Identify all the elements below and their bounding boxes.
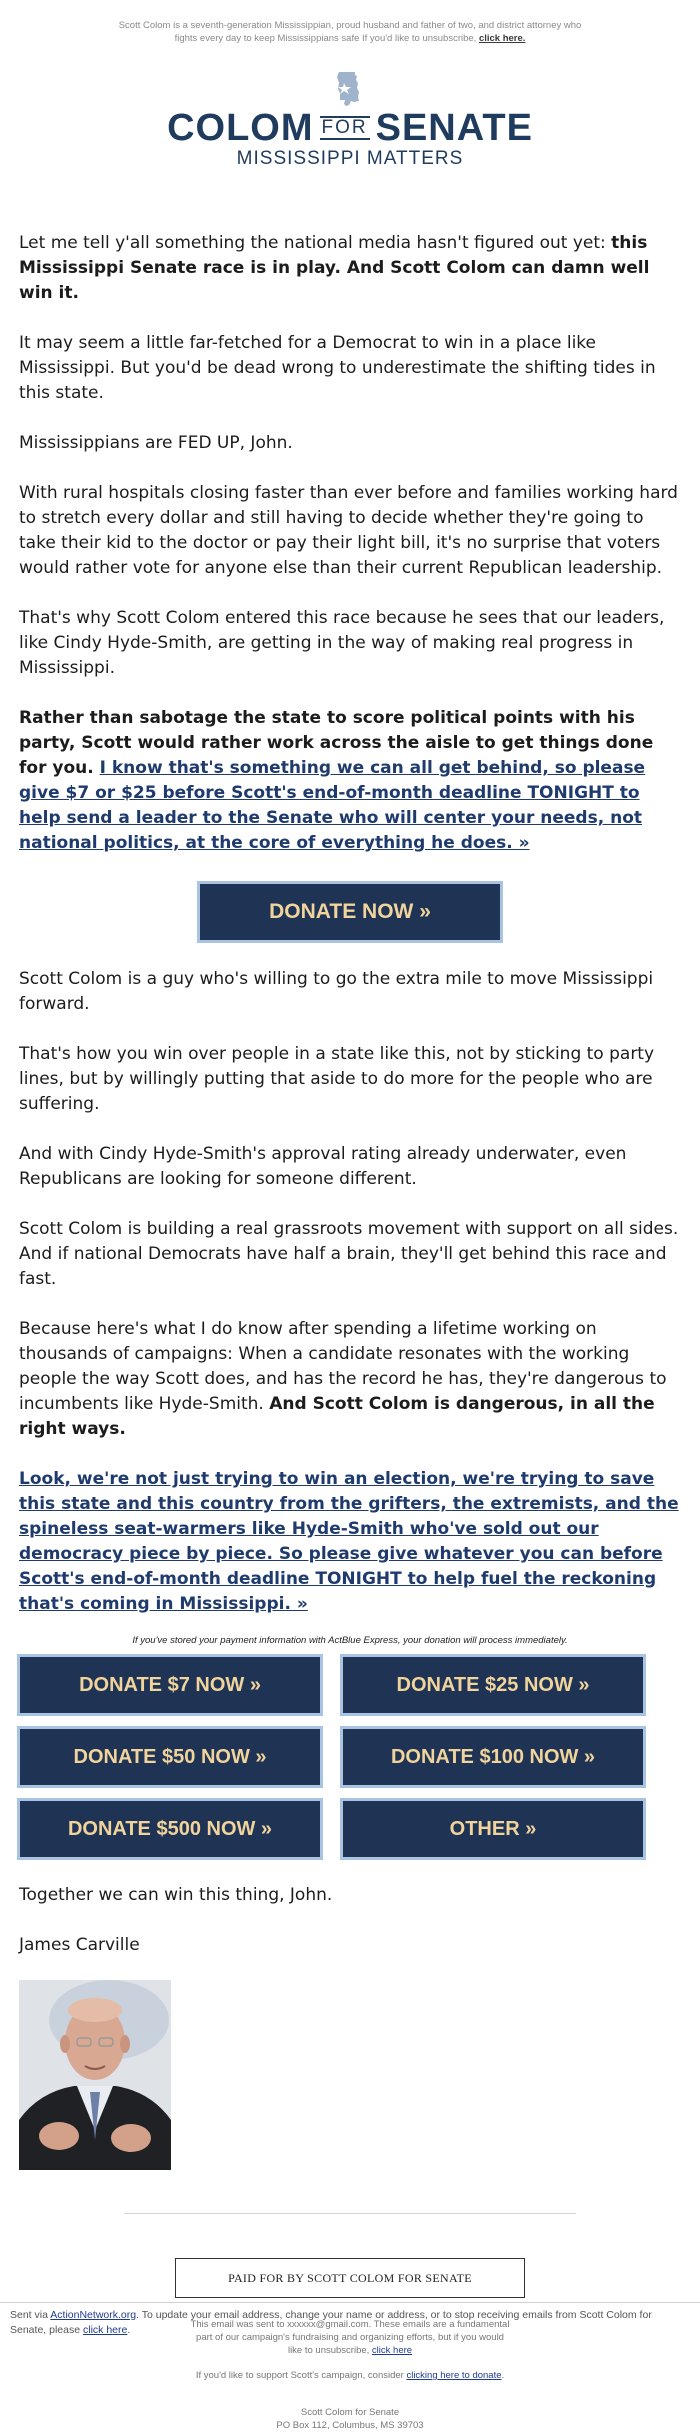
donate-other-button[interactable]: OTHER » <box>340 1798 646 1860</box>
paragraph-11 <box>19 1317 681 1442</box>
closing-line: Together we can win this thing, John. <box>19 1885 333 1905</box>
logo-colom: COLOM <box>167 107 314 149</box>
footer-support-text: If you'd like to support Scott's campaign, consider <box>195 2370 404 2381</box>
footer-donate-link[interactable]: clicking here to donate <box>406 2370 502 2381</box>
footer-support: If you'd like to support Scott's campaign, consider clicking here to donate. <box>195 2370 505 2381</box>
p12-donate-link[interactable]: Look, we're not just trying to win an election, we're trying to save this state and this country from the grifters, the extremists, and the spineless seat-warmers like Hyde-Smith who've sold out our democracy piece by piece. So please give whatever you can before Scott's end-of-month deadline TONIGHT to help fuel the reckoning that's coming in Mississippi. » <box>19 1469 679 1614</box>
signer-portrait-image <box>19 1980 171 2170</box>
paragraph-9: And with Cindy Hyde-Smith's approval rating already underwater, even Republicans are looking for someone different. <box>19 1144 627 1189</box>
paragraph-1 <box>19 231 681 306</box>
paragraph-5: That's why Scott Colom entered this race because he sees that our leaders, like Cindy Hyde-Smith, are getting in the way of making real progress in Mississippi. <box>19 608 665 678</box>
preheader <box>115 0 585 45</box>
donate-7-button[interactable]: DONATE $7 NOW » <box>17 1654 323 1716</box>
sent-via-text: . To update your email address, change your name or address, or to stop receiving emails from Scott Colom for Senate, please <box>10 2309 652 2336</box>
logo-wordmark <box>0 109 700 147</box>
paragraph-10: Scott Colom is building a real grassroots movement with support on all sides. And if national Democrats have half a brain, they'll get behind this race and fast. <box>19 1219 679 1289</box>
p1-bold: this Mississippi Senate race is in play. And Scott Colom can damn well win it. <box>19 233 650 303</box>
preheader-text: Scott Colom is a seventh-generation Mississippian, proud husband and father of two, and district attorney who fights every day to keep Mississippians safe If you'd like to unsubscribe, <box>118 20 582 44</box>
donation-amount-grid <box>0 1654 700 1860</box>
manage-preferences-link[interactable]: click here <box>82 2324 128 2336</box>
p6-donate-link[interactable]: I know that's something we can all get behind, so please give $7 or $25 before Scott's end-of-month deadline TONIGHT to help send a leader to the Senate who will center your needs, not national politics, at the core of everything he does. » <box>19 758 646 853</box>
donate-50-button[interactable]: DONATE $50 NOW » <box>17 1726 323 1788</box>
paragraph-12 <box>19 1467 681 1617</box>
logo-for: FOR <box>321 117 368 138</box>
paragraph-2: It may seem a little far-fetched for a Democrat to win in a place like Mississippi. But you'd be dead wrong to underestimate the shifting tides in this state. <box>19 333 656 403</box>
paragraph-8: That's how you win over people in a state like this, not by sticking to party lines, but by willingly putting that aside to do more for the people who are suffering. <box>19 1044 655 1114</box>
preheader-unsubscribe-link[interactable]: click here. <box>478 33 526 44</box>
signer-name: James Carville <box>19 1935 140 1955</box>
footer-unsubscribe-link[interactable]: click here <box>371 2345 413 2356</box>
signer-photo <box>19 1980 171 2170</box>
logo-tagline: MISSISSIPPI MATTERS <box>236 148 464 169</box>
paid-for-box: PAID FOR BY SCOTT COLOM FOR SENATE <box>175 2258 525 2298</box>
campaign-logo <box>0 71 700 181</box>
footer-org-name: Scott Colom for Senate <box>300 2407 400 2418</box>
actblue-express-note: If you've stored your payment information with ActBlue Express, your donation will process immediately. <box>132 1635 568 1646</box>
email-body <box>0 231 700 1617</box>
paragraph-4: With rural hospitals closing faster than ever before and families working hard to stretch every dollar and still having to decide whether they're going to take their kid to the doctor or pay their light bill, it's no surprise that voters would rather vote for anyone else than their current Republican leadership. <box>19 483 678 578</box>
paragraph-6 <box>19 706 681 856</box>
donate-500-button[interactable]: DONATE $500 NOW » <box>17 1798 323 1860</box>
p6-bold: Rather than sabotage the state to score political points with his party, Scott would rather work across the aisle to get things done for you. <box>19 708 654 778</box>
donate-100-button[interactable]: DONATE $100 NOW » <box>340 1726 646 1788</box>
p1-lead: Let me tell y'all something the national media hasn't figured out yet: <box>19 233 612 253</box>
p11-bold: And Scott Colom is dangerous, in all the right ways. <box>19 1394 655 1439</box>
action-network-link[interactable]: ActionNetwork.org <box>50 2309 137 2321</box>
signoff <box>0 1883 700 2170</box>
donate-25-button[interactable]: DONATE $25 NOW » <box>340 1654 646 1716</box>
paragraph-3: Mississippians are FED UP, John. <box>19 433 293 453</box>
donate-now-button[interactable]: DONATE NOW » <box>197 881 503 943</box>
paragraph-7: Scott Colom is a guy who's willing to go the extra mile to move Mississippi forward. <box>19 969 654 1014</box>
footer-address: PO Box 112, Columbus, MS 39703 <box>276 2420 424 2431</box>
footer-sent-to-text: This email was sent to xxxxxx@gmail.com. These emails are a fundamental part of our campaign's fundraising and organizing efforts, but if you would like to unsubscribe, <box>190 2319 510 2356</box>
mississippi-state-icon <box>335 71 365 107</box>
sent-via-lead: Sent via <box>10 2309 48 2321</box>
p11-lead: Because here's what I do know after spending a lifetime working on thousands of campaigns: When a candidate resonates with the working people the way Scott does, and has the record he has, they're dangerous to incumbents like Hyde-Smith. <box>19 1319 667 1414</box>
action-network-footer: Sent via ActionNetwork.org. To update your email address, change your name or address, or to stop receiving emails from Scott Colom for Senate, please click here. <box>0 2302 700 2338</box>
footer-divider <box>124 2213 576 2214</box>
logo-senate: SENATE <box>375 107 533 149</box>
